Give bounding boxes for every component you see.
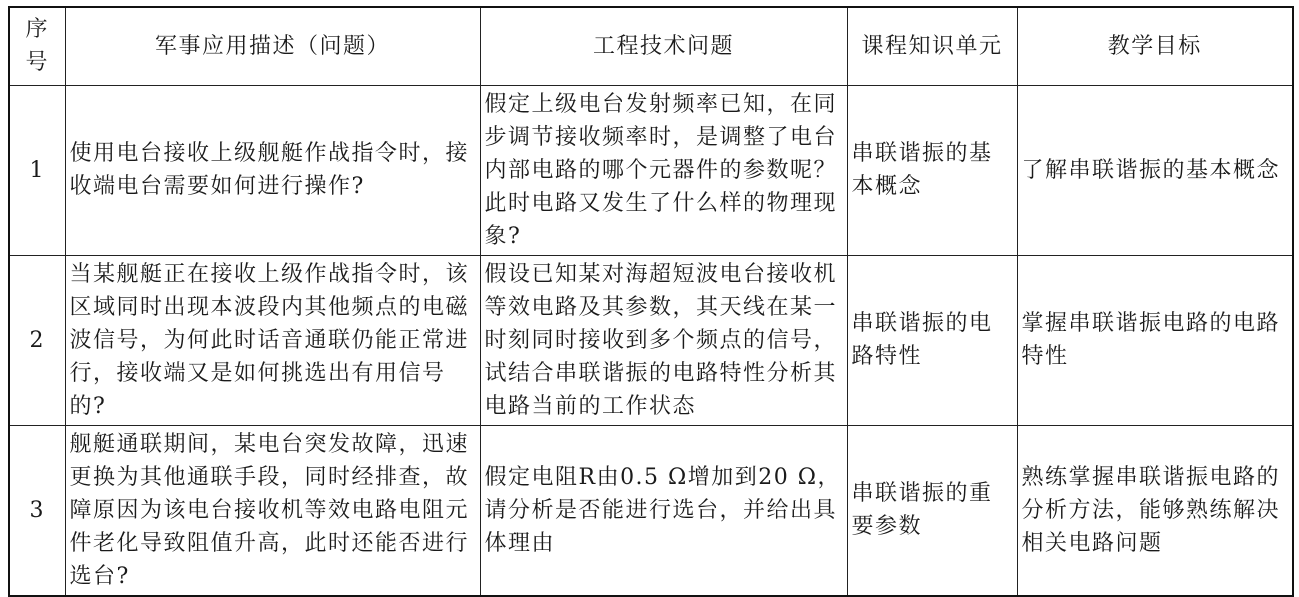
cell-engineering: 假设已知某对海超短波电台接收机等效电路及其参数，其天线在某一时刻同时接收到多个频点的信号，试结合串联谐振的电路特性分析其电路当前的工作状态 (480, 255, 847, 425)
table-header-row (9, 7, 1293, 85)
table-row (9, 425, 1293, 596)
cell-index: 1 (9, 85, 65, 255)
cell-engineering: 假定电阻R由0.5 Ω增加到20 Ω，请分析是否能进行选台，并给出具体理由 (480, 425, 847, 596)
cell-goal: 熟练掌握串联谐振电路的分析方法，能够熟练解决相关电路问题 (1017, 425, 1293, 596)
cell-knowledge: 串联谐振的基本概念 (847, 85, 1017, 255)
cell-goal: 了解串联谐振的基本概念 (1017, 85, 1293, 255)
header-goal: 教学目标 (1017, 7, 1293, 85)
table-row (9, 85, 1293, 255)
header-military: 军事应用描述（问题） (65, 7, 480, 85)
header-engineering: 工程技术问题 (480, 7, 847, 85)
table-row (9, 255, 1293, 425)
header-knowledge: 课程知识单元 (847, 7, 1017, 85)
cell-military: 舰艇通联期间，某电台突发故障，迅速更换为其他通联手段，同时经排查，故障原因为该电台接收机等效电路电阻元件老化导致阻值升高，此时还能否进行选台? (65, 425, 480, 596)
cell-engineering: 假定上级电台发射频率已知，在同步调节接收频率时，是调整了电台内部电路的哪个元器件的参数呢？此时电路又发生了什么样的物理现象? (480, 85, 847, 255)
curriculum-table (8, 6, 1294, 597)
cell-index: 2 (9, 255, 65, 425)
table-container (8, 6, 1292, 589)
cell-military: 当某舰艇正在接收上级作战指令时，该区域同时出现本波段内其他频点的电磁波信号，为何此时话音通联仍能正常进行，接收端又是如何挑选出有用信号的? (65, 255, 480, 425)
header-index: 序号 (9, 7, 65, 85)
cell-military: 使用电台接收上级舰艇作战指令时，接收端电台需要如何进行操作? (65, 85, 480, 255)
cell-knowledge: 串联谐振的重要参数 (847, 425, 1017, 596)
cell-index: 3 (9, 425, 65, 596)
cell-knowledge: 串联谐振的电路特性 (847, 255, 1017, 425)
cell-goal: 掌握串联谐振电路的电路特性 (1017, 255, 1293, 425)
